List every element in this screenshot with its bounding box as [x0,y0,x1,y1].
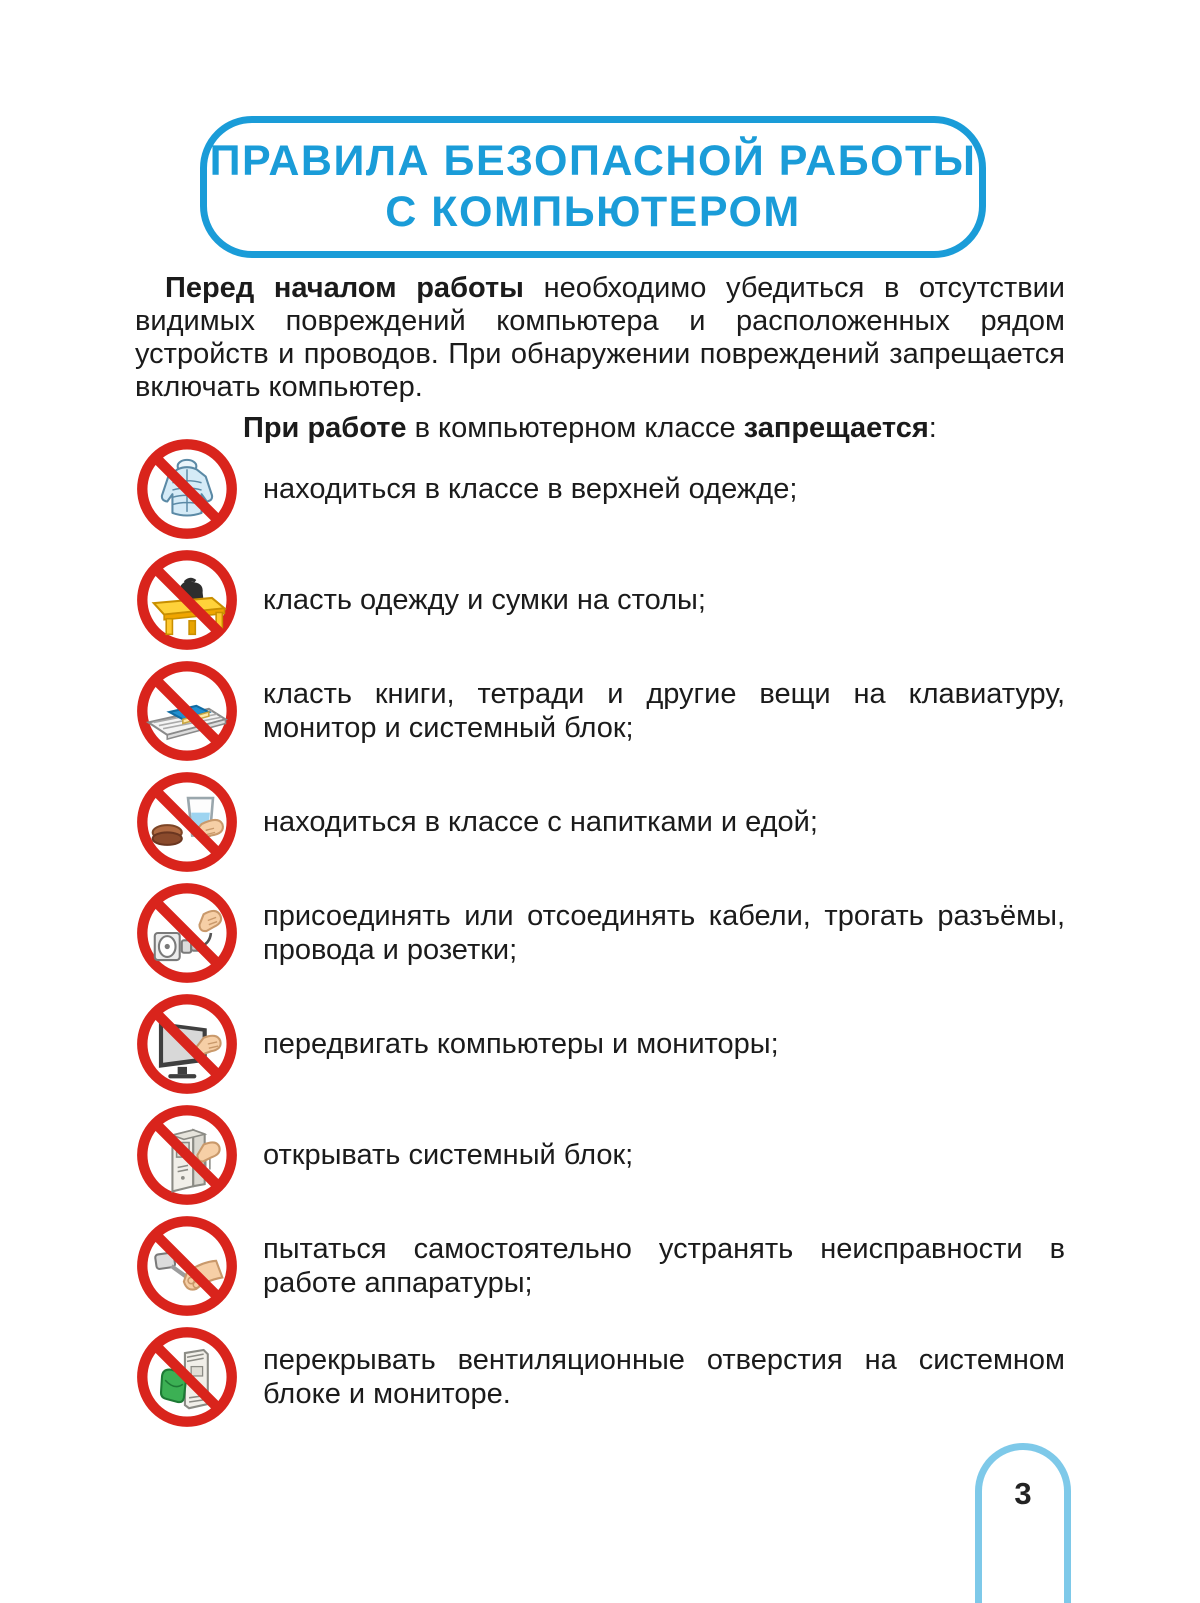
no-blocking-vents-icon [135,1325,239,1429]
rule-text: находиться в классе в верхней одежде; [263,473,798,505]
rule-text: находиться в классе с напитками и едой; [263,806,818,838]
rule-text: класть книги, тетради и другие вещи на клавиатуру, монитор и системный блок; [263,678,1065,744]
intro-bold-at-work: При работе [243,412,407,444]
rule-text: передвигать компьютеры и мониторы; [263,1028,779,1060]
no-open-system-unit-icon [135,1103,239,1207]
intro-paragraph-1 [135,272,1065,404]
rule-row [135,1325,1065,1429]
rule-row [135,1103,1065,1207]
page-title-line1: ПРАВИЛА БЕЗОПАСНОЙ РАБОТЫ [209,137,977,186]
rule-text: открывать системный блок; [263,1139,634,1171]
page-number-tab [975,1443,1071,1603]
intro-paragraph-1-text: необходимо убедиться в отсутствии видимых повреждений компьютера и расположенных рядом устройств и проводов. При обнаружении повреждений запрещается включать компьютер. [135,272,1065,403]
no-food-drink-icon [135,770,239,874]
page-title-line2: С КОМПЬЮТЕРОМ [385,188,801,236]
page-number: 3 [1014,1476,1032,1511]
rule-text: присоединять или отсоединять кабели, трогать разъёмы, провода и розетки; [263,900,1065,966]
rule-row [135,770,1065,874]
intro-bold-before-work: Перед началом работы [165,272,524,304]
rule-text: пытаться самостоятельно устранять неисправности в работе аппаратуры; [263,1233,1065,1299]
rule-text: класть одежду и сумки на столы; [263,584,706,616]
intro-section [135,272,1065,445]
rule-text: перекрывать вентиляционные отверстия на системном блоке и мониторе. [263,1344,1065,1410]
page-title [200,116,986,258]
rule-row [135,1214,1065,1318]
no-self-repair-icon [135,1214,239,1318]
no-jacket-icon [135,437,239,541]
forbidden-rules-list [135,437,1065,1436]
no-bag-on-table-icon [135,548,239,652]
no-books-on-keyboard-icon [135,659,239,763]
intro-bold-forbidden: запрещается [743,412,929,444]
rule-row [135,548,1065,652]
no-cables-icon [135,881,239,985]
rule-row [135,437,1065,541]
rule-row [135,659,1065,763]
no-moving-computers-icon [135,992,239,1096]
rule-row [135,881,1065,985]
intro-paragraph-2-colon: : [928,412,937,444]
intro-paragraph-2-text: в компьютерном классе [406,412,744,444]
rule-row [135,992,1065,1096]
